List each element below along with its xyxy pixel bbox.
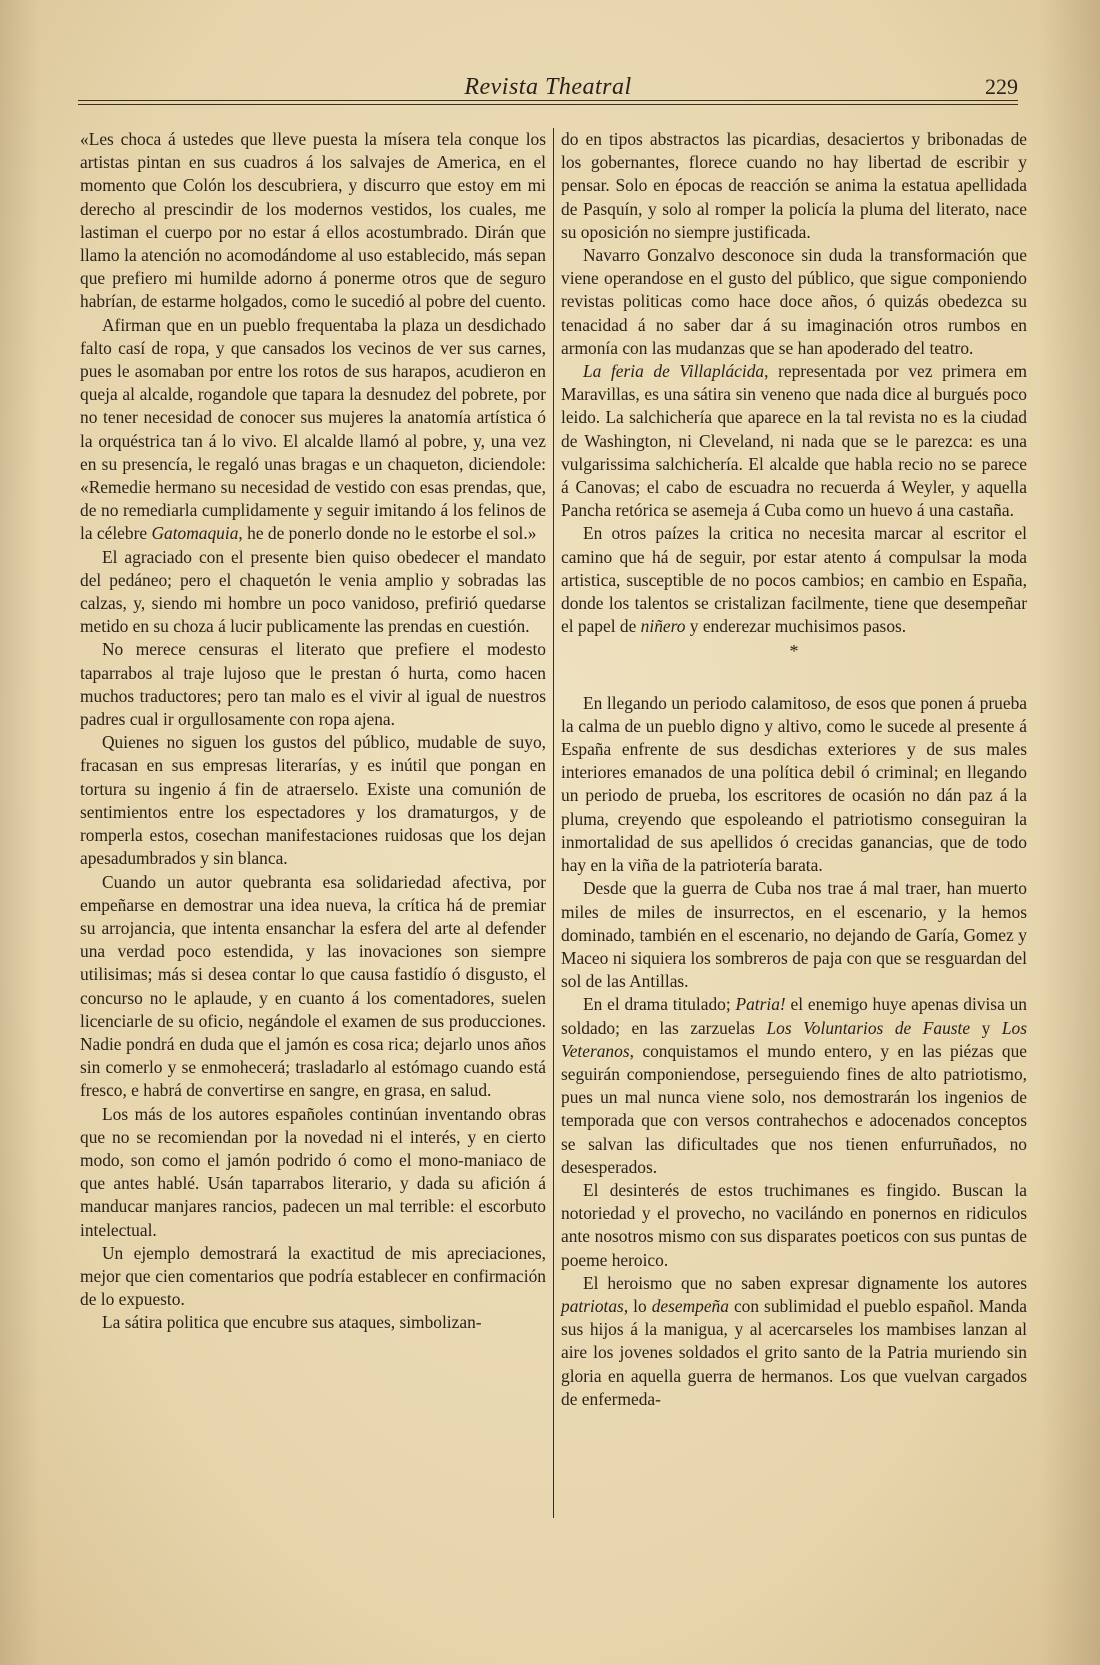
paragraph: Desde que la guerra de Cuba nos trae á mal traer, han muerto miles de miles de insurrectos, en el escenario, y la hemos dominado, también en el escenario, no dejando de Garía, Gomez y Maceo ni siquiera los sombreros de paja con que se resguardan del sol de las Antillas. bbox=[561, 878, 1027, 992]
page-number: 229 bbox=[985, 74, 1018, 99]
header-rule bbox=[78, 100, 1018, 101]
paragraph: En el drama titulado; Patria! el enemigo huye apenas divisa un soldado; en las zarzuelas Los Voluntarios de Fauste y Los Veteranos, conquistamos el mundo entero, y en las piézas que seguirán componiendose, perseguiendo fines de alto patriotismo, pues un mal nunca viene solo, nos demostrarán los ingenios de temporada que con versos contrahechos e adocenados conceptos se salvan las dificultades que nos tienen enfurruñados, no desesperados. bbox=[561, 994, 1028, 1177]
paragraph: Quienes no siguen los gustos del público, mudable de suyo, fracasan en sus empresas literarías, y es inútil que pongan en tortura su ingenio á fin de atraerselo. Existe una comunión de sentimientos entre los espectadores y los dramaturgos, y de romperla estos, cosechan manifestaciones ruidosas que los dejan apesadumbrados y sin blanca. bbox=[80, 732, 546, 869]
paragraph: Los más de los autores españoles continúan inventando obras que no se recomiendan por la novedad ni el interés, y en cierto modo, son como el jamón podrido ó como el mono-maniaco de que antes hablé. Usán taparrabos literario, y dada su afición á manducar manjares rancios, padecen un mal terrible: el escorbuto intelectual. bbox=[80, 1103, 546, 1240]
paragraph: La sátira politica que encubre sus ataques, simbolizan- bbox=[102, 1312, 482, 1333]
paragraph: En llegando un periodo calamitoso, de esos que ponen á prueba la calma de un pueblo digno y altivo, como le sucede al presente á España enfrente de sus desdichas exteriores y de sus males interiores emanados de una política debil ó criminal; en llegando un periodo de prueba, los escritores de ocasión no dán paz á la pluma, creyendo que espoleando el patriotismo conseguiran la inmortalidad de sus apellidos ó crecidas ganancias, que de todo hay en la viña de la patriotería barata. bbox=[561, 692, 1027, 876]
paragraph: Afirman que en un pueblo frequentaba la plaza un desdichado falto casí de ropa, y que cansados los vecinos de ver sus carnes, pues le asomaban por entre los rotos de sus harapos, acudieron en queja al alcalde, rogandole que tapara la desnudez del pobrete, por no tener necesidad de conocer sus mujeres la anatomía artística ó la orquéstrica tan á lo vivo. El alcalde llamó al pobre, y, una vez en su presencía, le regaló unas bragas e un chaqueton, diciendole: «Remedie hermano su necesidad de vestido con esas prendas, que, de no remediarla cumplidamente y seguir imitando á los felinos de la célebre Gatomaquia, he de ponerlo donde no le estorbe el sol.» bbox=[80, 314, 546, 544]
right-column bbox=[561, 128, 1027, 1411]
running-title: Revista Theatral bbox=[464, 74, 632, 100]
column-divider bbox=[553, 128, 554, 1518]
paragraph: El desinterés de estos truchimanes es fingido. Buscan la notoriedad y el provecho, no vacilándo en ponernos en ridiculos ante nosotros mismo con sus disparates poeticos con sus puntas de poeme heroico. bbox=[561, 1179, 1027, 1270]
page-header bbox=[78, 70, 1018, 102]
paragraph: Navarro Gonzalvo desconoce sin duda la transformación que viene operandose en el gusto del público, que sigue componiendo revistas politicas como hace doce años, ó quizás obedezca su tenacidad á no saber dar á su imaginación otros rumbos en armonía con las mudanzas que se han apoderado del teatro. bbox=[561, 245, 1027, 358]
paragraph: El agraciado con el presente bien quiso obedecer el mandato del pedáneo; pero el chaquetón le venia amplio y sobradas las calzas, y, siendo mi hombre un poco vanidoso, prefirió quedarse metido en su choza á lucir publicamente las prendas en cuestión. bbox=[80, 546, 546, 637]
header-rule-secondary bbox=[78, 104, 1018, 105]
paragraph: El heroismo que no saben expresar dignamente los autores patriotas, lo desempeña con sublimidad el pueblo español. Manda sus hijos á la manigua, y al acercarseles los mambises lanzan al aire los jovenes soldados el grito santo de la Patria muriendo sin gloria en aquella guerra de hermanos. Los que vuelvan cargados de enfermeda- bbox=[561, 1272, 1027, 1409]
paragraph: «Les choca á ustedes que lleve puesta la mísera tela conque los artistas pintan en sus cuadros á los salvajes de America, en el momento que Colón los descubriera, y discurro que estoy em mi derecho al prescindir de los modernos vestidos, los cuales, me lastiman el cuerpo por no estar á ellos acostumbrado. Dirán que llamo la atención no acomodándome al uso establecido, más sepan que prefiero mi humilde adorno á ponerme otros que de seguro habrían, de estarme holgados, como le sucedió al pobre del cuento. bbox=[80, 129, 547, 312]
section-break-asterisk: * bbox=[789, 641, 799, 662]
paragraph: La feria de Villaplácida, representada por vez primera em Maravillas, es una sátira sin veneno que nada dice al burgués poco leido. La salchichería que aparece en la tal revista no es la ciudad de Washington, ni Cleveland, ni nada que se le parezca: es una vulgarissima salchichería. El alcalde que habla recio no se parece á Canovas; el cabo de escuadra no recuerda á Weyler, y aquella Pancha retórica se asemeja á Cuba como un huevo á una castaña. bbox=[561, 361, 1027, 521]
page-edge-shadow-right bbox=[1040, 0, 1100, 1665]
paragraph: En otros paízes la critica no necesita marcar al escritor el camino que há de seguir, por estar atento á compulsar la moda artistica, susceptible de no pocos cambios; en cambio en España, donde los talentos se cristalizan facilmente, tiene que desempeñar el papel de niñero y enderezar muchisimos pasos. bbox=[561, 523, 1027, 637]
paragraph: do en tipos abstractos las picardias, desaciertos y bribonadas de los gobernantes, florece cuando no hay libertad de escribir y pensar. Solo en épocas de reacción se anima la estatua apellidada de Pasquín, y solo al romper la policía la pluma del literato, nace su oposición no siempre justificada. bbox=[561, 129, 1027, 242]
left-column bbox=[80, 128, 546, 1335]
paragraph: Cuando un autor quebranta esa solidariedad afectiva, por empeñarse en demostrar una idea nueva, la crítica há de premiar su arrojancia, que intenta ensanchar la esfera del arte al defender una verdad poco estendida, y las inovaciones son siempre utilisimas; más si desea contar lo que causa fastidío ó disgusto, el concurso no le aplaude, y en cuanto á los comentadores, suelen licenciarle de su oficio, negándole el examen de sus producciones. Nadie pondrá en duda que el jamón es cosa rica; dejarlo unos años sin comerlo y se enmohecerá; trasladarlo al estómago cuando está fresco, e habrá de convertirse en sangre, en grasa, en salud. bbox=[80, 871, 546, 1101]
paragraph: Un ejemplo demostrará la exactitud de mis apreciaciones, mejor que cien comentarios que podría establecer en confirmación de lo expuesto. bbox=[80, 1242, 546, 1310]
paragraph: No merece censuras el literato que prefiere el modesto taparrabos al traje lujoso que le prestan ó hurta, como hacen muchos traductores; pero tan malo es el vivir al igual de nuestros padres cual ir orgullosamente con ropa ajena. bbox=[80, 639, 546, 730]
page-edge-shadow-left bbox=[0, 0, 40, 1665]
